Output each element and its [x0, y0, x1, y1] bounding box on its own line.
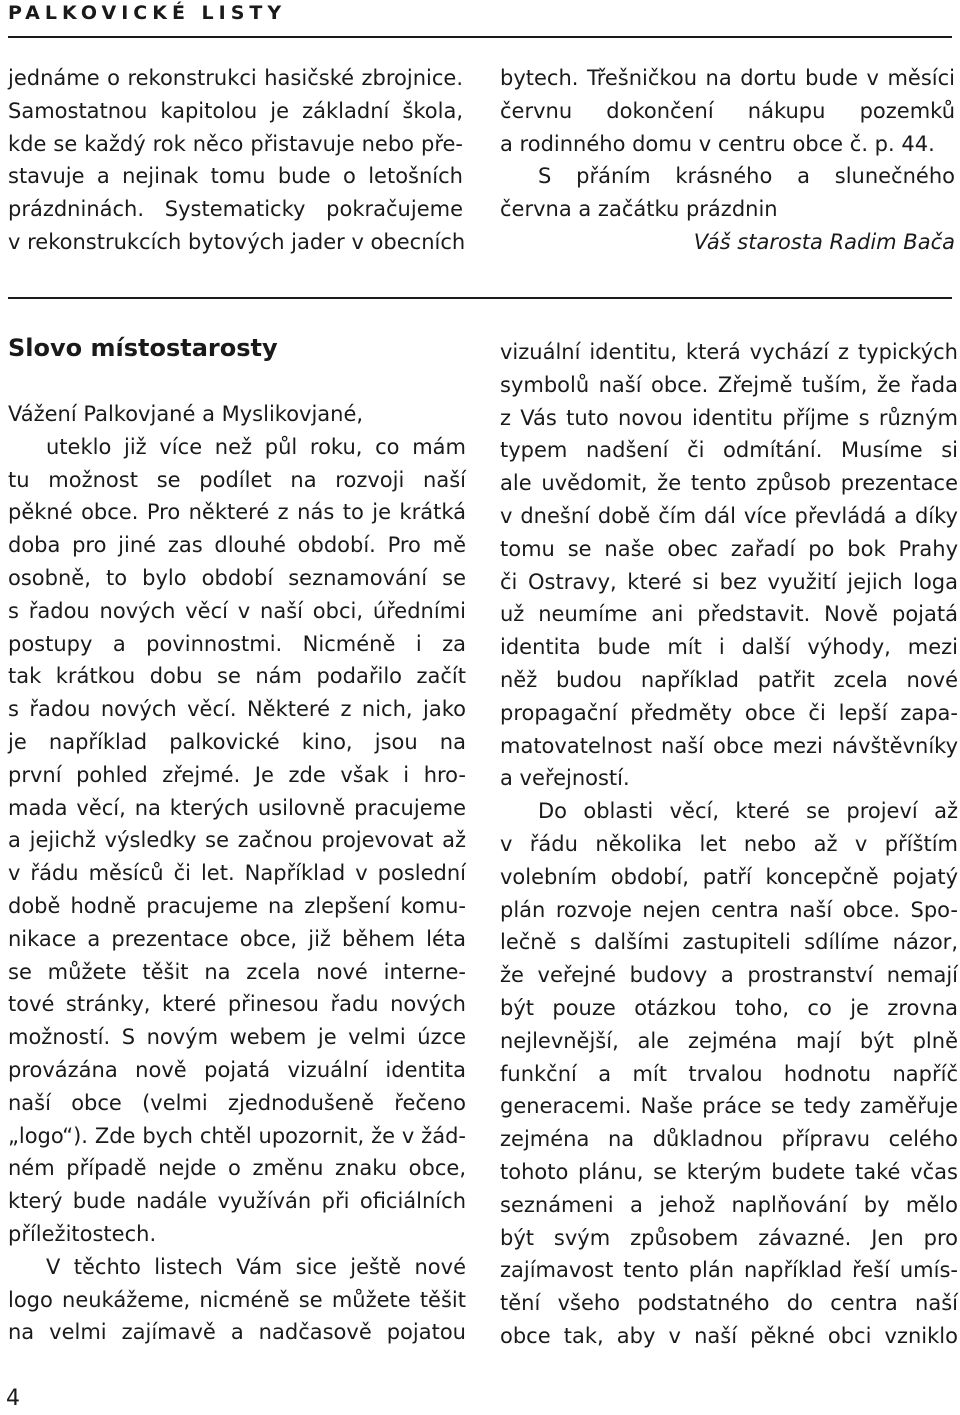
text-line: pěkné obce. Pro některé z nás to je krátká	[8, 500, 466, 525]
article-heading: Slovo místostarosty	[8, 334, 278, 362]
text-line: nejlevnější, ale zejména mají být plně	[500, 1028, 958, 1053]
text-line: ném případě nejde o změnu znaku obce,	[8, 1156, 466, 1181]
text-line: a jejichž výsledky se začnou projevovat až	[8, 828, 466, 853]
text-line: z Vás tuto novou identitu příjme s různým	[500, 405, 958, 430]
text-line: první pohled zřejmé. Je zde však i hro-	[8, 762, 466, 787]
text-line: tové stránky, které přinesou řadu nových	[8, 992, 466, 1017]
text-line: v dnešní době čím dál více převládá a díky	[500, 503, 958, 528]
text-line: uteklo již více než půl roku, co mám	[46, 434, 466, 459]
text-line: Do oblasti věcí, které se projeví až	[538, 799, 958, 824]
text-line: době hodně pracujeme na zlepšení komu-	[8, 893, 466, 918]
text-line: provázána nově pojatá vizuální identita	[8, 1057, 466, 1082]
text-line: být svým způsobem závazné. Jen pro	[500, 1225, 958, 1250]
top-right-column	[500, 62, 955, 259]
text-line: se můžete těšit na zcela nové interne-	[8, 959, 466, 984]
text-line: obce tak, aby v naší pěkné obci vzniklo	[500, 1323, 958, 1348]
text-line: příležitostech.	[8, 1221, 157, 1246]
text-line: vizuální identitu, která vychází z typických	[500, 340, 958, 364]
article-right-column	[500, 336, 958, 1353]
text-line: mada věcí, na kterých usilovně pracujeme	[8, 795, 466, 820]
text-line: propagační předměty obce či lepší zapa-	[500, 700, 958, 725]
text-line: prázdninách. Systematicky pokračujeme	[8, 197, 463, 222]
text-line: na velmi zajímavě a nadčasově pojatou	[8, 1320, 466, 1345]
text-line: S přáním krásného a slunečného	[538, 164, 955, 189]
text-line: už neumíme ani představit. Nově pojatá	[500, 602, 958, 627]
text-line: funkční a mít trvalou hodnotu napříč	[500, 1061, 958, 1086]
text-line: volebním období, patří koncepčně pojatý	[500, 864, 958, 889]
text-line: Vážení Palkovjané a Myslikovjané,	[8, 402, 364, 426]
text-line: s řadou nových věcí. Některé z nich, jako	[8, 697, 466, 722]
page-number: 4	[6, 1386, 20, 1411]
article-left-column	[8, 398, 466, 1349]
top-left-column	[8, 62, 466, 259]
text-line: matovatelnost naší obce mezi návštěvníky	[500, 733, 958, 758]
text-line: symbolů naší obce. Zřejmě tuším, že řada	[500, 372, 958, 397]
text-line: postupy a povinnostmi. Nicméně i za	[8, 631, 466, 656]
text-line: či Ostravy, které si bez využití jejich loga	[500, 569, 958, 594]
text-line: typem nadšení či odmítání. Musíme si	[500, 438, 958, 463]
text-line: je například palkovické kino, jsou na	[8, 729, 466, 754]
text-line: tohoto plánu, se kterým budete také včas	[500, 1159, 958, 1184]
text-line: který bude nadále využíván při oficiálních	[8, 1189, 466, 1214]
text-line: logo neukážeme, nicméně se můžete těšit	[8, 1287, 466, 1312]
text-line: že veřejné budovy a prostranství nemají	[500, 963, 958, 988]
text-line: ale uvědomit, že tento způsob prezentace	[500, 471, 958, 496]
text-line: kde se každý rok něco přistavuje nebo pře-	[8, 131, 463, 156]
text-line: plán rozvoje nejen centra naší obce. Spo-	[500, 897, 958, 922]
text-line: tak krátkou dobu se nám podařilo začít	[8, 664, 466, 689]
text-line: nikace a prezentace obce, již během léta	[8, 926, 466, 951]
text-line: identita bude mít i další výhody, mezi	[500, 635, 958, 660]
text-line: doba pro jiné zas dlouhé období. Pro mě	[8, 533, 466, 558]
text-line: června a začátku prázdnin	[500, 197, 778, 222]
text-line: tu možnost se podílet na rozvoji naší	[8, 467, 466, 492]
text-line: s řadou nových věcí v naší obci, úředními	[8, 598, 466, 623]
mayor-signature: Váš starosta Radim Bača	[693, 229, 955, 254]
text-line: V těchto listech Vám sice ještě nové	[46, 1254, 466, 1279]
text-line: červnu dokončení nákupu pozemků	[500, 98, 955, 123]
text-line: Samostatnou kapitolou je základní škola,	[8, 98, 463, 123]
text-line: naší obce (velmi zjednodušeně řečeno	[8, 1090, 466, 1115]
text-line: „logo“). Zde bych chtěl upozornit, že v žád-	[8, 1123, 466, 1148]
text-line: zajímavost tento plán například řeší umís-	[500, 1258, 958, 1283]
text-line: seznámeni a jehož naplňování by mělo	[500, 1192, 958, 1217]
text-line: lečně s dalšími zastupiteli sdílíme názor,	[500, 930, 958, 955]
text-line: být pouze otázkou toho, co je zrovna	[500, 995, 958, 1020]
text-line: něž budou například patřit zcela nové	[500, 667, 958, 692]
text-line: tění všeho podstatného do centra naší	[500, 1291, 958, 1316]
text-line: jednáme o rekonstrukci hasičské zbrojnice.	[8, 66, 463, 90]
text-line: zejména na důkladnou přípravu celého	[500, 1127, 958, 1152]
text-line: a rodinného domu v centru obce č. p. 44.	[500, 131, 935, 156]
text-line: v řádu měsíců či let. Například v poslední	[8, 861, 466, 886]
header-divider	[8, 36, 952, 38]
section-divider	[8, 297, 952, 299]
text-line: možností. S novým webem je velmi úzce	[8, 1025, 466, 1050]
text-line: tomu se naše obec zařadí po bok Prahy	[500, 536, 958, 561]
text-line: v řádu několika let nebo až v příštím	[500, 831, 958, 856]
text-line: generacemi. Naše práce se tedy zaměřuje	[500, 1094, 958, 1119]
text-line: stavuje a nejinak tomu bude o letošních	[8, 164, 463, 189]
text-line: osobně, to bylo období seznamování se	[8, 565, 466, 590]
page-header-title: PALKOVICKÉ LISTY	[8, 2, 287, 24]
text-line: v rekonstrukcích bytových jader v obecních	[8, 229, 466, 254]
text-line: a veřejností.	[500, 766, 630, 791]
text-line: bytech. Třešničkou na dortu bude v měsíci	[500, 66, 955, 90]
